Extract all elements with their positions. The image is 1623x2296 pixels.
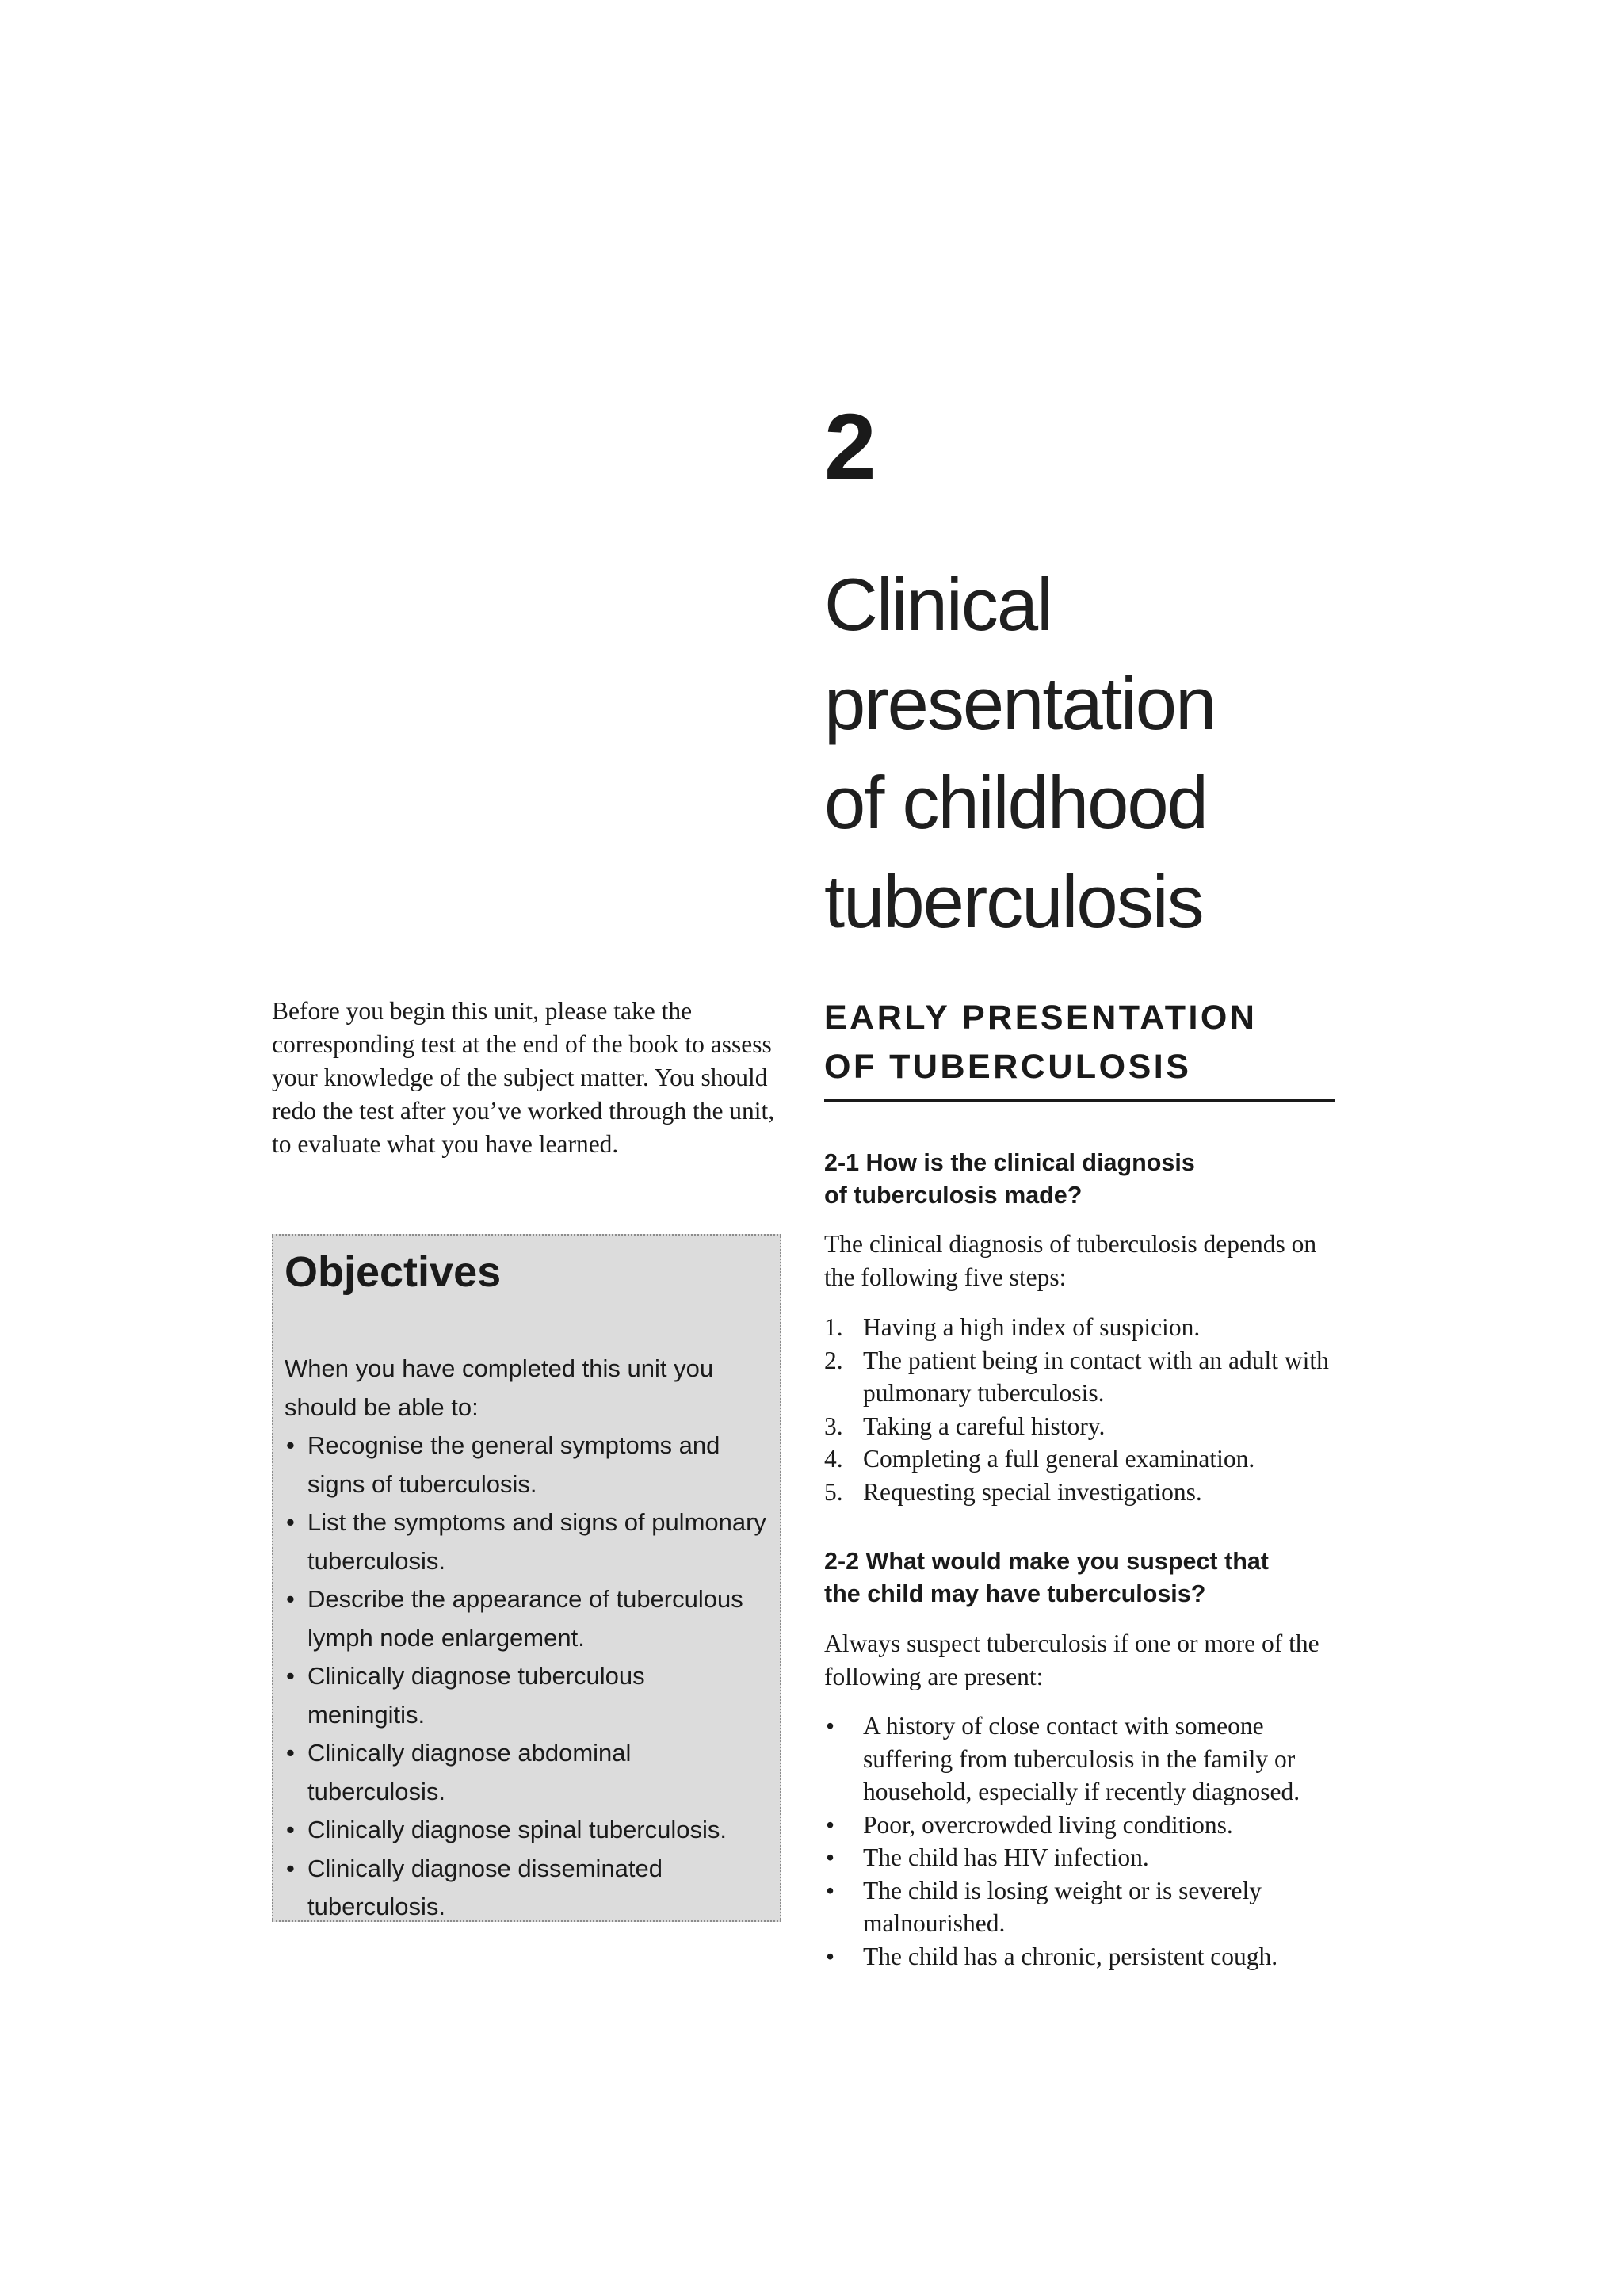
list-item	[824, 1442, 1339, 1476]
question-title-line: of tuberculosis made?	[824, 1182, 1083, 1209]
question-2-1-text: The clinical diagnosis of tuberculosis depends on the following five steps:	[824, 1230, 1317, 1291]
step-text: Taking a careful history.	[863, 1412, 1106, 1440]
objective-item: • Describe the appearance of tuberculous lymph node enlargement.	[285, 1580, 769, 1657]
step-text: Having a high index of suspicion.	[863, 1313, 1201, 1341]
chapter-title-line: Clinical	[824, 563, 1052, 646]
chapter-title-line: tuberculosis	[824, 860, 1203, 943]
step-number: 5.	[824, 1477, 843, 1506]
objective-item: • Clinically diagnose disseminated tuberculosis.	[285, 1850, 769, 1927]
step-number: 2.	[824, 1346, 843, 1374]
objectives-box	[272, 1234, 781, 1922]
list-item: • The child is losing weight or is severely malnourished.	[824, 1874, 1339, 1940]
list-item: • Poor, overcrowded living conditions.	[824, 1809, 1339, 1842]
objective-item: • Clinically diagnose spinal tuberculosis.	[285, 1811, 769, 1850]
objective-item: • Recognise the general symptoms and signs of tuberculosis.	[285, 1427, 769, 1503]
objective-item: • Clinically diagnose abdominal tuberculosis.	[285, 1734, 769, 1811]
objective-item: • Clinically diagnose tuberculous meningitis.	[285, 1657, 769, 1734]
list-item	[824, 1476, 1339, 1509]
chapter-title-line: presentation	[824, 662, 1216, 745]
diagnosis-steps-list	[824, 1311, 1339, 1508]
chapter-number: 2	[824, 395, 876, 499]
section-heading-line: EARLY PRESENTATION	[824, 999, 1258, 1037]
objectives-heading: Objectives	[285, 1248, 502, 1296]
list-item	[824, 1311, 1339, 1344]
objective-item: • List the symptoms and signs of pulmonary tuberculosis.	[285, 1503, 769, 1580]
step-number: 4.	[824, 1445, 843, 1473]
question-2-2-title	[824, 1545, 1331, 1610]
intro-paragraph: Before you begin this unit, please take the corresponding test at the end of the book to assess your knowledge of the subject matter. You should redo the test after you’ve worked through the unit, to evaluate what you have learned.	[272, 997, 775, 1158]
chapter-title	[824, 555, 1537, 951]
suspicion-criteria-list	[824, 1710, 1339, 1973]
objectives-lead: When you have completed this unit you should be able to:	[285, 1354, 714, 1421]
question-title-line: the child may have tuberculosis?	[824, 1580, 1206, 1607]
question-2-1-title	[824, 1147, 1331, 1212]
step-text: Completing a full general examination.	[863, 1445, 1255, 1473]
step-text: The patient being in contact with an adult with pulmonary tuberculosis.	[863, 1346, 1329, 1407]
objectives-list	[285, 1427, 769, 1927]
section-heading	[824, 993, 1335, 1102]
list-item	[824, 1344, 1339, 1410]
step-text: Requesting special investigations.	[863, 1477, 1202, 1506]
section-heading-line: OF TUBERCULOSIS	[824, 1048, 1192, 1086]
list-item	[824, 1410, 1339, 1443]
step-number: 1.	[824, 1313, 843, 1341]
list-item: • The child has HIV infection.	[824, 1841, 1339, 1874]
question-title-line: 2-1 How is the clinical diagnosis	[824, 1149, 1195, 1176]
step-number: 3.	[824, 1412, 843, 1440]
question-2-2-text: Always suspect tuberculosis if one or more of the following are present:	[824, 1629, 1319, 1690]
list-item: • The child has a chronic, persistent cough.	[824, 1940, 1339, 1973]
chapter-title-line: of childhood	[824, 761, 1207, 844]
question-title-line: 2-2 What would make you suspect that	[824, 1548, 1269, 1575]
list-item: • A history of close contact with someone suffering from tuberculosis in the family or household, especially if recently diagnosed.	[824, 1710, 1339, 1809]
